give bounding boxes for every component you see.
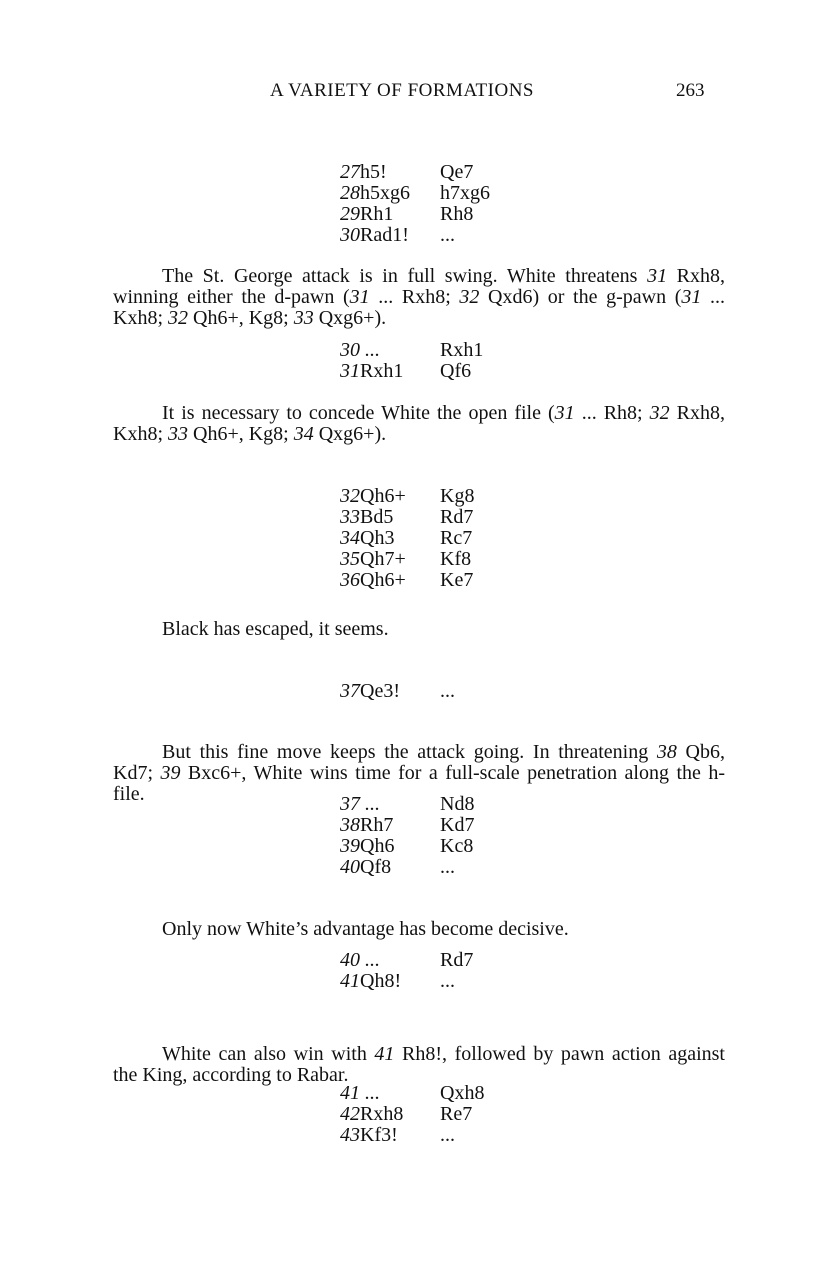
paragraph-text [113,919,725,940]
white-move [340,971,440,992]
move-number-ref: 32 [168,307,188,329]
white-move-text: Rxh1 [360,360,404,382]
page-header [0,80,838,106]
white-move-text: Qh6 [360,835,395,857]
paragraph-text [113,1044,725,1086]
page-number: 263 [676,80,705,101]
move-number-ref: 32 [649,402,670,424]
move-row [340,570,474,591]
move-number-ref: 31 [681,286,702,308]
paragraph-text [113,403,725,445]
text-run: Black has escaped, it seems. [162,618,389,640]
move-number: 32 [340,485,360,507]
move-number-ref: 39 [160,762,181,784]
text-run: Qb6, Kd7; [113,741,725,784]
move-number: 29 [340,203,360,225]
white-move [340,1083,440,1104]
white-move-text: Qh6+ [360,485,406,507]
move-block [340,1083,484,1146]
white-move [340,361,440,382]
commentary-paragraph [113,619,725,640]
move-row [340,1104,484,1125]
text-run: ... Rxh8; [369,286,460,308]
move-row [340,836,474,857]
move-number: 40 [340,856,360,878]
black-move: Kg8 [440,485,475,507]
move-number: 35 [340,548,360,570]
move-number: 41 [340,970,360,992]
text-run: Rh8!, followed by pawn action against the King, according to Rabar. [113,1043,725,1086]
move-row [340,681,455,702]
move-number: 40 ... [340,949,380,971]
white-move [340,486,440,507]
move-row [340,549,474,570]
white-move [340,549,440,570]
black-move: Kf8 [440,548,472,570]
white-move [340,570,440,591]
move-row [340,507,474,528]
text-run: Qxg6+). [313,307,387,329]
move-row [340,857,474,878]
black-move: Kd7 [440,814,475,836]
white-move [340,528,440,549]
white-move [340,815,440,836]
white-move-text: Qe3! [360,680,400,702]
white-move-text: Rh1 [360,203,394,225]
move-number-ref: 33 [168,423,188,445]
text-run: ... Kxh8; [113,286,725,329]
white-move-text: h5xg6 [360,182,410,204]
black-move: Qf6 [440,360,472,382]
white-move [340,225,440,246]
move-number: 38 [340,814,360,836]
black-move: Rd7 [440,949,474,971]
move-row [340,815,474,836]
black-move: Ke7 [440,569,474,591]
move-block [340,681,455,702]
move-number: 37 [340,680,360,702]
move-number: 39 [340,835,360,857]
move-block [340,486,474,591]
text-run: But this fine move keeps the attack going. In threatening [162,741,657,763]
white-move-text: Qh3 [360,527,395,549]
move-row [340,1125,484,1146]
text-run: The St. George attack is in full swing. White threatens [162,265,648,287]
move-number-ref: 31 [554,402,575,424]
move-number-ref: 33 [293,307,314,329]
move-number-ref: 32 [459,286,480,308]
text-run: Qxg6+). [313,423,387,445]
move-number: 31 [340,360,360,382]
move-number: 36 [340,569,360,591]
move-row [340,204,490,225]
move-number: 41 ... [340,1082,380,1104]
move-row [340,971,473,992]
move-row [340,225,490,246]
black-move: Rxh1 [440,339,484,361]
white-move-text: Qf8 [360,856,392,878]
paragraph-text [113,266,725,329]
white-move [340,507,440,528]
white-move [340,1104,440,1125]
move-row [340,528,474,549]
move-number: 30 ... [340,339,380,361]
black-move: ... [440,856,455,878]
white-move [340,681,440,702]
black-move: Nd8 [440,793,475,815]
move-number: 33 [340,506,360,528]
white-move-text: Rad1! [360,224,409,246]
move-block [340,340,483,382]
white-move-text: Kf3! [360,1124,398,1146]
white-move [340,950,440,971]
black-move: h7xg6 [440,182,490,204]
white-move [340,162,440,183]
move-number: 28 [340,182,360,204]
move-number-ref: 41 [374,1043,395,1065]
white-move [340,183,440,204]
white-move [340,857,440,878]
white-move [340,836,440,857]
move-row [340,361,483,382]
commentary-paragraph [113,266,725,329]
black-move: ... [440,224,455,246]
black-move: ... [440,1124,455,1146]
white-move [340,1125,440,1146]
text-run: Only now White’s advantage has become decisive. [162,918,569,940]
text-run: Rxh8, winning either the d-pawn ( [113,265,725,308]
text-run: Qxd6) or the g-pawn ( [479,286,682,308]
move-row [340,340,483,361]
move-row [340,794,474,815]
running-title: A VARIETY OF FORMATIONS [270,80,535,101]
white-move-text: Rh7 [360,814,394,836]
text-run: Qh6+, Kg8; [188,307,294,329]
text-run: Qh6+, Kg8; [188,423,294,445]
black-move: Qxh8 [440,1082,485,1104]
move-number: 42 [340,1103,360,1125]
move-number-ref: 31 [349,286,370,308]
commentary-paragraph [113,403,725,445]
white-move [340,340,440,361]
move-row [340,183,490,204]
move-row [340,486,474,507]
text-run: White can also win with [162,1043,375,1065]
commentary-paragraph [113,1044,725,1086]
commentary-paragraph [113,919,725,940]
move-number-ref: 38 [656,741,677,763]
black-move: Kc8 [440,835,474,857]
move-number: 34 [340,527,360,549]
black-move: Rc7 [440,527,473,549]
move-row [340,950,473,971]
black-move: ... [440,970,455,992]
white-move-text: Qh7+ [360,548,406,570]
white-move-text: Rxh8 [360,1103,404,1125]
text-run: Bxc6+, White wins time for a full-scale penetration along the h-file. [113,762,726,805]
white-move-text: Qh6+ [360,569,406,591]
white-move-text: Qh8! [360,970,402,992]
white-move-text: h5! [360,161,387,183]
black-move: Qe7 [440,161,474,183]
black-move: Rd7 [440,506,474,528]
move-number: 30 [340,224,360,246]
move-number: 27 [340,161,360,183]
text-run: ... Rh8; [574,402,650,424]
white-move [340,204,440,225]
move-number-ref: 31 [647,265,668,287]
black-move: Re7 [440,1103,473,1125]
move-block [340,794,474,878]
move-number: 43 [340,1124,360,1146]
black-move: ... [440,680,455,702]
text-run: It is necessary to concede White the open file ( [162,402,555,424]
text-run: Rxh8, Kxh8; [113,402,726,445]
move-row [340,1083,484,1104]
move-block [340,950,473,992]
move-number: 37 ... [340,793,380,815]
paragraph-text [113,619,725,640]
move-number-ref: 34 [293,423,314,445]
move-row [340,162,490,183]
white-move-text: Bd5 [360,506,394,528]
black-move: Rh8 [440,203,474,225]
white-move [340,794,440,815]
move-block [340,162,490,246]
